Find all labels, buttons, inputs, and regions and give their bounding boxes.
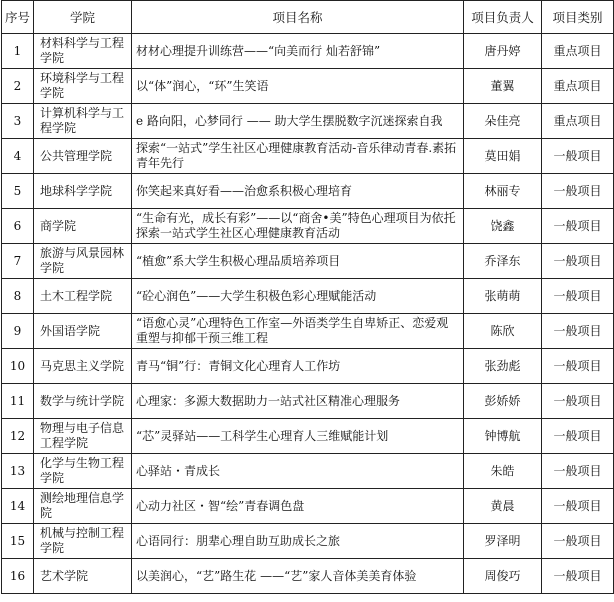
- table-row: [2, 559, 614, 594]
- table-row: [2, 279, 614, 314]
- table-row: [2, 34, 614, 69]
- cell-number: 14: [2, 489, 34, 524]
- cell-leader: 乔泽东: [464, 244, 542, 279]
- cell-project-name: “语愈心灵”心理特色工作室—外语类学生自卑矫正、恋爱观重塑与抑郁干预三维工程: [132, 314, 464, 349]
- cell-leader: 黄晨: [464, 489, 542, 524]
- cell-category: 一般项目: [542, 244, 614, 279]
- cell-college: 物理与电子信息工程学院: [34, 419, 132, 454]
- cell-college: 环境科学与工程学院: [34, 69, 132, 104]
- cell-number: 12: [2, 419, 34, 454]
- cell-college: 材料科学与工程学院: [34, 34, 132, 69]
- cell-leader: 朱皓: [464, 454, 542, 489]
- cell-leader: 罗泽明: [464, 524, 542, 559]
- cell-college: 测绘地理信息学院: [34, 489, 132, 524]
- header-number: 序号: [2, 1, 34, 34]
- cell-leader: 林丽专: [464, 174, 542, 209]
- cell-project-name: “植愈”系大学生积极心理品质培养项目: [132, 244, 464, 279]
- table-row: [2, 104, 614, 139]
- cell-leader: 陈欣: [464, 314, 542, 349]
- cell-category: 一般项目: [542, 139, 614, 174]
- cell-leader: 张劲彪: [464, 349, 542, 384]
- cell-leader: 董翼: [464, 69, 542, 104]
- cell-project-name: “芯”灵驿站——工科学生心理育人三维赋能计划: [132, 419, 464, 454]
- cell-category: 一般项目: [542, 349, 614, 384]
- cell-number: 10: [2, 349, 34, 384]
- table-row: [2, 69, 614, 104]
- cell-project-name: 心语同行：朋辈心理自助互助成长之旅: [132, 524, 464, 559]
- header-college: 学院: [34, 1, 132, 34]
- cell-college: 土木工程学院: [34, 279, 132, 314]
- cell-category: 一般项目: [542, 279, 614, 314]
- cell-college: 艺术学院: [34, 559, 132, 594]
- cell-number: 1: [2, 34, 34, 69]
- cell-college: 旅游与风景园林学院: [34, 244, 132, 279]
- cell-category: 一般项目: [542, 174, 614, 209]
- cell-category: 一般项目: [542, 314, 614, 349]
- cell-category: 一般项目: [542, 384, 614, 419]
- cell-number: 2: [2, 69, 34, 104]
- cell-leader: 唐丹婷: [464, 34, 542, 69]
- cell-college: 化学与生物工程学院: [34, 454, 132, 489]
- cell-category: 一般项目: [542, 454, 614, 489]
- header-category: 项目类别: [542, 1, 614, 34]
- table-row: [2, 314, 614, 349]
- cell-category: 一般项目: [542, 419, 614, 454]
- cell-number: 7: [2, 244, 34, 279]
- cell-category: 一般项目: [542, 559, 614, 594]
- cell-project-name: “生命有光，成长有彩”——以“商舍•美”特色心理项目为依托探索一站式学生社区心理健康教育活动: [132, 209, 464, 244]
- cell-leader: 彭娇娇: [464, 384, 542, 419]
- cell-college: 外国语学院: [34, 314, 132, 349]
- cell-category: 一般项目: [542, 524, 614, 559]
- cell-college: 马克思主义学院: [34, 349, 132, 384]
- table-header-row: [2, 1, 614, 34]
- cell-leader: 钟博航: [464, 419, 542, 454]
- cell-number: 8: [2, 279, 34, 314]
- cell-category: 重点项目: [542, 104, 614, 139]
- table-row: [2, 349, 614, 384]
- cell-category: 重点项目: [542, 69, 614, 104]
- header-project-name: 项目名称: [132, 1, 464, 34]
- table-row: [2, 384, 614, 419]
- cell-project-name: 探索“一站式”学生社区心理健康教育活动-音乐律动青春.素拓青年先行: [132, 139, 464, 174]
- cell-project-name: 心动力社区・智“绘”青春调色盘: [132, 489, 464, 524]
- cell-project-name: 青马“铜”行：青铜文化心理育人工作坊: [132, 349, 464, 384]
- cell-college: 数学与统计学院: [34, 384, 132, 419]
- cell-project-name: 材材心理提升训练营——“向美而行 灿若舒锦”: [132, 34, 464, 69]
- cell-leader: 莫田娟: [464, 139, 542, 174]
- cell-leader: 朵佳亮: [464, 104, 542, 139]
- cell-leader: 饶鑫: [464, 209, 542, 244]
- table-row: [2, 454, 614, 489]
- table-body: [2, 34, 614, 594]
- cell-number: 13: [2, 454, 34, 489]
- cell-project-name: 以美润心，“艺”路生花 ——“艺”家人音体美美育体验: [132, 559, 464, 594]
- cell-number: 4: [2, 139, 34, 174]
- cell-leader: 张萌萌: [464, 279, 542, 314]
- cell-project-name: 心驿站・青成长: [132, 454, 464, 489]
- cell-category: 一般项目: [542, 209, 614, 244]
- table-row: [2, 139, 614, 174]
- cell-leader: 周俊巧: [464, 559, 542, 594]
- cell-college: 计算机科学与工程学院: [34, 104, 132, 139]
- cell-number: 16: [2, 559, 34, 594]
- table-row: [2, 244, 614, 279]
- table-row: [2, 419, 614, 454]
- table-row: [2, 209, 614, 244]
- cell-number: 6: [2, 209, 34, 244]
- cell-college: 商学院: [34, 209, 132, 244]
- cell-college: 地球科学学院: [34, 174, 132, 209]
- cell-project-name: 你笑起来真好看——治愈系积极心理培育: [132, 174, 464, 209]
- cell-number: 9: [2, 314, 34, 349]
- cell-project-name: 以“体”润心，“环”生笑语: [132, 69, 464, 104]
- cell-category: 重点项目: [542, 34, 614, 69]
- cell-college: 公共管理学院: [34, 139, 132, 174]
- table-row: [2, 174, 614, 209]
- table-row: [2, 489, 614, 524]
- header-leader: 项目负责人: [464, 1, 542, 34]
- cell-number: 5: [2, 174, 34, 209]
- cell-project-name: “砼心润色”——大学生积极色彩心理赋能活动: [132, 279, 464, 314]
- cell-number: 3: [2, 104, 34, 139]
- cell-college: 机械与控制工程学院: [34, 524, 132, 559]
- project-table: [1, 0, 614, 594]
- cell-category: 一般项目: [542, 489, 614, 524]
- cell-project-name: 心理家：多源大数据助力一站式社区精准心理服务: [132, 384, 464, 419]
- cell-number: 11: [2, 384, 34, 419]
- table-row: [2, 524, 614, 559]
- cell-project-name: e 路向阳，心梦同行 —— 助大学生摆脱数字沉迷探索自我: [132, 104, 464, 139]
- cell-number: 15: [2, 524, 34, 559]
